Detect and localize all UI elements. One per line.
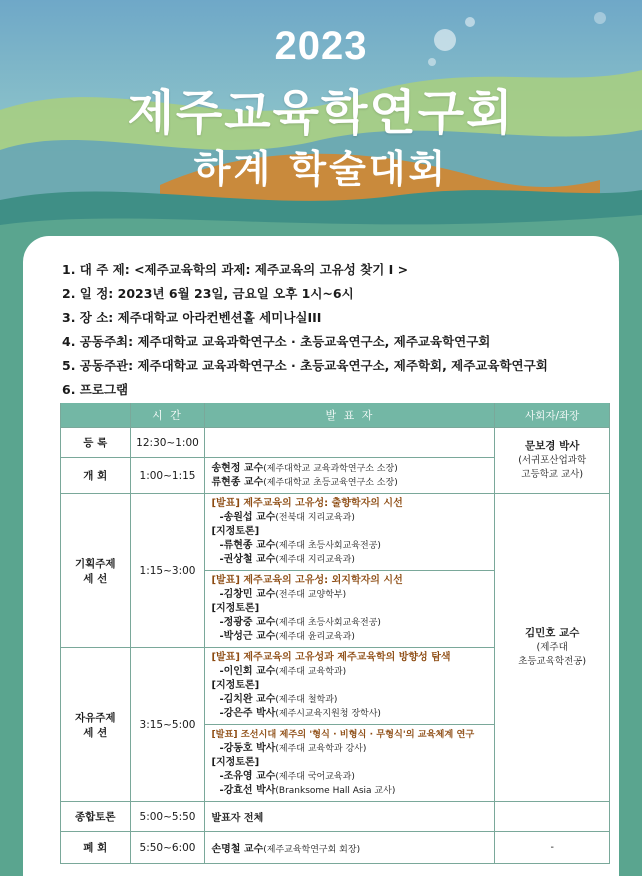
row-label-line: 세 션 [83, 726, 108, 739]
table-header-blank [61, 403, 131, 428]
row-presenters [205, 458, 495, 494]
talk-title: [발표] 제주교육의 고유성: 외지학자의 시선 [211, 575, 403, 586]
presenter-name: 류현종 교수 [211, 476, 264, 488]
moderator-name: 김민호 교수 [524, 627, 580, 639]
moderator-affiliation: 고등학교 교사) [521, 469, 584, 480]
discussant-affiliation: (제주대 국어교육과) [275, 772, 355, 782]
table-row-registration [61, 428, 610, 458]
presenter-affiliation: (제주교육학연구회 회장) [263, 845, 361, 855]
discussant-name: -정광중 교수 [219, 617, 276, 628]
table-row-closing [61, 832, 610, 864]
row-time: 1:00~1:15 [130, 458, 205, 494]
row-time: 1:15~3:00 [130, 494, 205, 648]
discussion-heading: [지정토론] [211, 757, 260, 768]
presenter-affiliation: (전북대 지리교육과) [275, 513, 355, 523]
presenter-affiliation: (제주대 교육학과) [275, 667, 347, 677]
discussant-affiliation: (제주대 초등사회교육전공) [275, 541, 381, 551]
header-subtitle: 하계 학술대회 [193, 147, 449, 191]
divider [205, 570, 494, 571]
row-label: 등 록 [61, 428, 131, 458]
row-presenters [205, 494, 495, 648]
moderator-cell-empty [495, 802, 610, 832]
discussant-affiliation: (제주대 지리교육과) [275, 555, 355, 565]
discussion-heading: [지정토론] [211, 680, 260, 691]
row-time: 3:15~5:00 [130, 648, 205, 802]
discussant-affiliation: (제주대 철학과) [275, 695, 338, 705]
header-year: 2023 [274, 24, 368, 68]
row-time: 12:30~1:00 [130, 428, 205, 458]
discussant-name: -강효선 박사 [219, 785, 276, 796]
moderator-affiliation: 초등교육학전공) [518, 656, 587, 667]
moderator-cell-1 [495, 428, 610, 494]
row-label-line: 자유주제 [74, 711, 116, 724]
moderator-cell-2 [495, 494, 610, 802]
discussant-affiliation: (제주대 초등사회교육전공) [275, 618, 381, 628]
moderator-affiliation: (서귀포산업과학 [518, 455, 587, 466]
talk-title: [발표] 제주교육의 고유성과 제주교육학의 방향성 탐색 [211, 652, 451, 663]
info-theme: 1. 대 주 제: <제주교육학의 과제: 제주교육의 고유성 찾기 I > [62, 262, 409, 277]
presenter-name: -강동호 박사 [219, 743, 276, 754]
presenter-name: 송현정 교수 [211, 462, 264, 474]
program-table [60, 403, 610, 864]
row-presenters: 발표자 전체 [205, 802, 495, 832]
table-header-time: 시 간 [130, 403, 205, 428]
table-header-moderator: 사회자/좌장 [495, 403, 610, 428]
info-program-heading: 6. 프로그램 [62, 382, 129, 397]
row-label: 폐 회 [61, 832, 131, 864]
discussant-name: -류현종 교수 [219, 540, 276, 551]
table-row-planned-session [61, 494, 610, 648]
info-venue: 3. 장 소: 제주대학교 아라컨벤션홀 세미나실III [62, 310, 322, 325]
row-label-line: 세 선 [83, 572, 108, 585]
presenter-name: 손명철 교수 [211, 844, 264, 855]
discussant-name: -강은주 박사 [219, 708, 276, 719]
talk-title: [발표] 제주교육의 고유성: 출향학자의 시선 [211, 498, 403, 509]
header-title: 제주교육학연구회 [127, 85, 515, 141]
presenter-name: -송원섭 교수 [219, 512, 276, 523]
discussant-name: -박성근 교수 [219, 631, 276, 642]
discussion-heading: [지정토론] [211, 526, 260, 537]
discussant-affiliation: (Branksome Hall Asia 교사) [275, 786, 396, 796]
row-label-line: 기획주제 [74, 557, 116, 570]
row-presenters [205, 648, 495, 802]
table-header-presenter: 발 표 자 [205, 403, 495, 428]
moderator-affiliation: (제주대 [536, 642, 568, 653]
row-label: 개 회 [61, 458, 131, 494]
presenter-affiliation: (전주대 교양학부) [275, 590, 347, 600]
row-label [61, 648, 131, 802]
moderator-cell-closing: - [495, 832, 610, 864]
info-host: 4. 공동주최: 제주대학교 교육과학연구소 · 초등교육연구소, 제주교육학연구회 [62, 334, 491, 349]
table-row-general-discussion [61, 802, 610, 832]
moderator-name: 문보경 박사 [524, 440, 580, 452]
row-presenters [205, 832, 495, 864]
discussant-affiliation: (제주시교육지원청 장학사) [275, 709, 381, 719]
row-time: 5:00~5:50 [130, 802, 205, 832]
row-label: 종합토론 [61, 802, 131, 832]
discussant-name: -권상철 교수 [219, 554, 276, 565]
presenter-affiliation: (제주대학교 초등교육연구소 소장) [263, 477, 398, 488]
row-presenters [205, 428, 495, 458]
discussion-heading: [지정토론] [211, 603, 260, 614]
row-label [61, 494, 131, 648]
divider [205, 724, 494, 725]
info-date: 2. 일 정: 2023년 6월 23일, 금요일 오후 1시~6시 [62, 286, 354, 301]
discussant-name: -조유영 교수 [219, 771, 276, 782]
presenter-affiliation: (제주대 교육학과 강사) [275, 744, 367, 754]
row-time: 5:50~6:00 [130, 832, 205, 864]
presenter-affiliation: (제주대학교 교육과학연구소 소장) [263, 463, 398, 474]
discussant-affiliation: (제주대 윤리교육과) [275, 632, 355, 642]
talk-title: [발표] 조선시대 제주의 '형식 · 비형식 · 무형식'의 교육체계 연구 [211, 729, 475, 740]
presenter-name: -이인회 교수 [219, 666, 276, 677]
presenter-name: -김창민 교수 [219, 589, 276, 600]
discussant-name: -김치완 교수 [219, 694, 276, 705]
info-organizer: 5. 공동주관: 제주대학교 교육과학연구소 · 초등교육연구소, 제주학회, 제주교육학연구회 [62, 358, 548, 373]
event-info-list [62, 258, 548, 402]
